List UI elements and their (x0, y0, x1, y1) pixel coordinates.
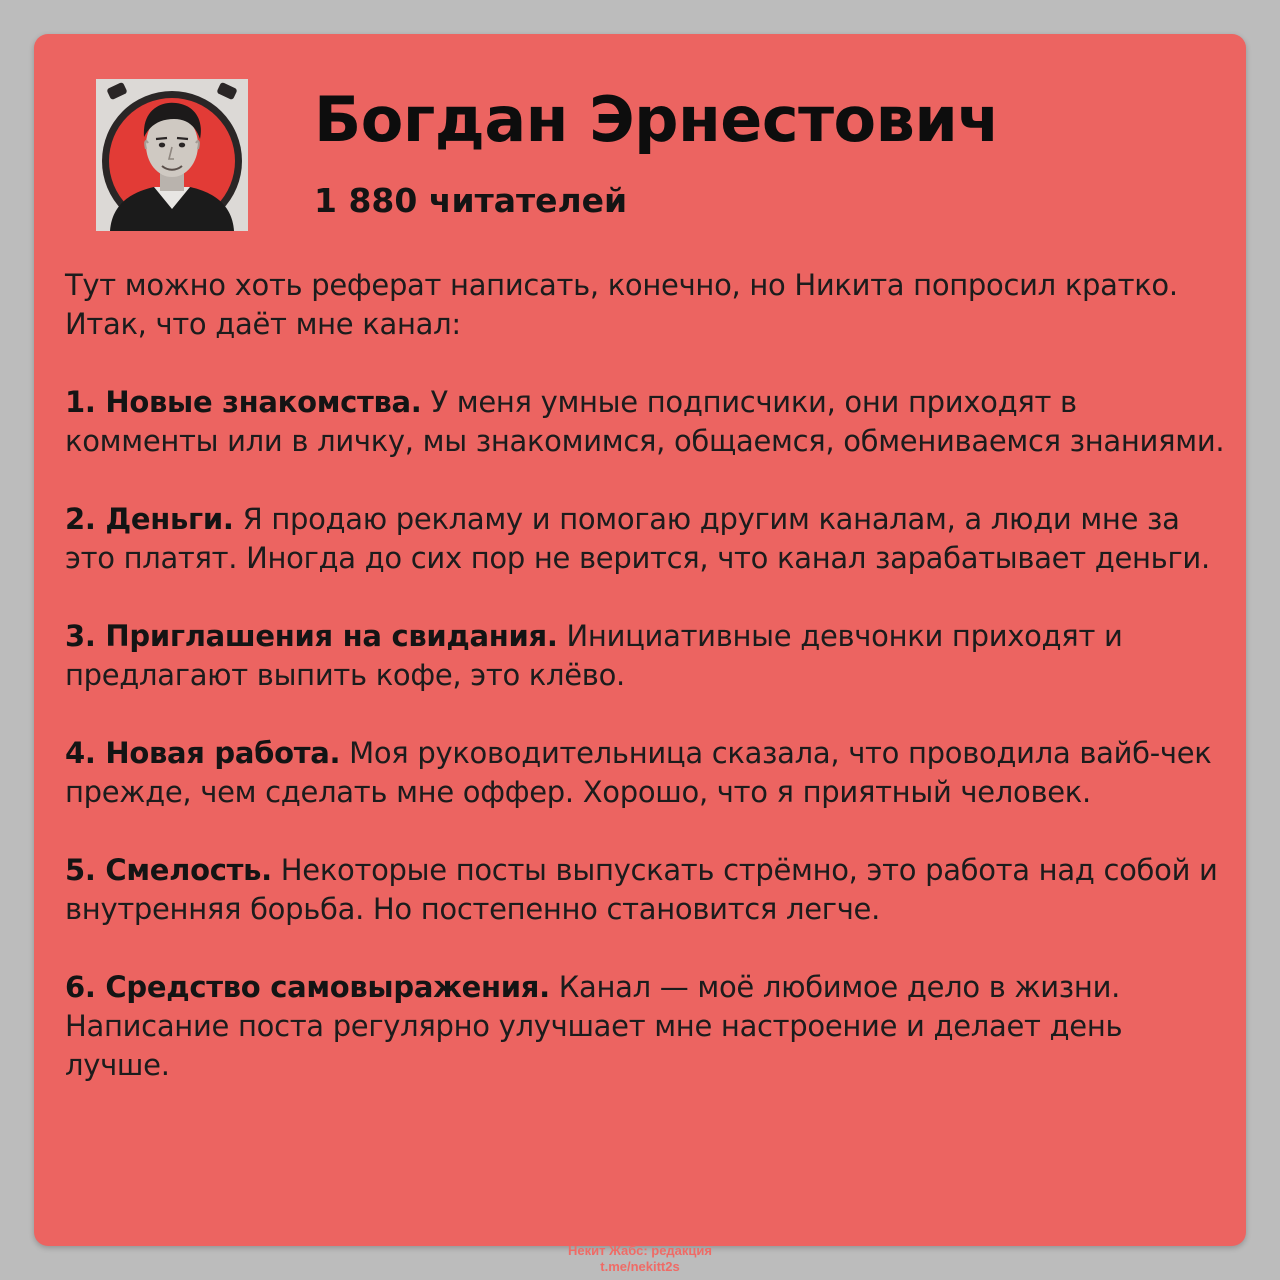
list-item (65, 851, 1225, 929)
list-item (65, 617, 1225, 695)
list-item-title: 4. Новая работа. (65, 736, 341, 770)
list-item (65, 968, 1225, 1085)
list-item-title: 3. Приглашения на свидания. (65, 619, 558, 653)
watermark (0, 1243, 1280, 1275)
avatar[interactable] (96, 79, 248, 231)
intro-line: Тут можно хоть реферат написать, конечно, но Никита попросил кратко. (65, 268, 1178, 302)
post-intro (65, 266, 1225, 344)
reader-count: 1 880 читателей (314, 181, 628, 220)
list-item-text: Моя руководительница сказала, что проводила вайб-чек прежде, чем сделать мне оффер. Хорошо, что я приятный человек. (65, 736, 1212, 809)
list-item-title: 6. Средство самовыражения. (65, 970, 550, 1004)
list-item-text: Канал — моё любимое дело в жизни. Написание поста регулярно улучшает мне настроение и делает день лучше. (65, 970, 1123, 1082)
list-item (65, 734, 1225, 812)
list-item-title: 5. Смелость. (65, 853, 272, 887)
post-card (34, 34, 1246, 1246)
list-item-title: 2. Деньги. (65, 502, 234, 536)
list-item-text: Некоторые посты выпускать стрёмно, это работа над собой и внутренняя борьба. Но постепенно становится легче. (65, 853, 1218, 926)
intro-line: Итак, что даёт мне канал: (65, 307, 461, 341)
list-item (65, 383, 1225, 461)
list-item (65, 500, 1225, 578)
list-item-title: 1. Новые знакомства. (65, 385, 422, 419)
watermark-line: Некит Жабс: редакция (568, 1243, 712, 1258)
list-item-text: Я продаю рекламу и помогаю другим каналам, а люди мне за это платят. Иногда до сих пор не верится, что канал зарабатывает деньги. (65, 502, 1210, 575)
author-name: Богдан Эрнестович (314, 83, 1000, 156)
list-item-text: Инициативные девчонки приходят и предлагают выпить кофе, это клёво. (65, 619, 1123, 692)
watermark-link[interactable]: t.me/nekitt2s (600, 1259, 680, 1274)
avatar-portrait-icon (96, 79, 248, 231)
list-item-text: У меня умные подписчики, они приходят в комменты или в личку, мы знакомимся, общаемся, обмениваемся знаниями. (65, 385, 1225, 458)
post-body (65, 266, 1225, 1085)
